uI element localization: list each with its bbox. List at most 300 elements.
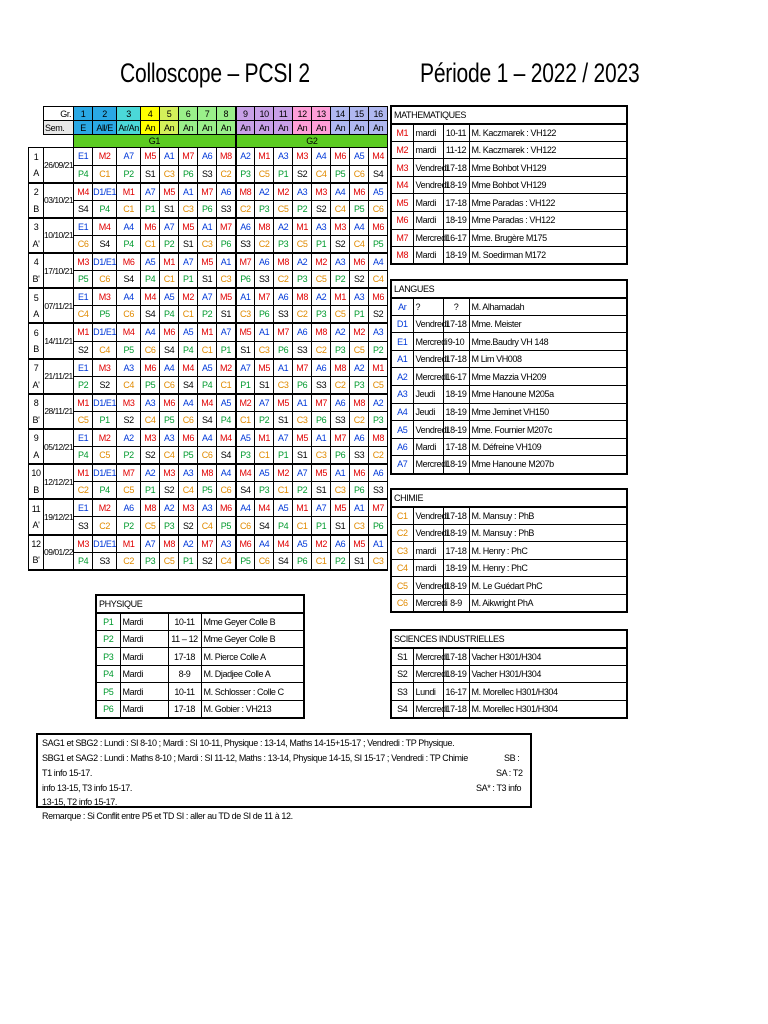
slot-cell: C6 — [179, 411, 198, 429]
slot-time: 18-19 — [443, 212, 469, 230]
slot-cell: P4 — [74, 165, 93, 183]
slot-time: 9-10 — [443, 333, 469, 351]
slot-cell: C2 — [217, 165, 236, 183]
slot-cell: S3 — [198, 165, 217, 183]
slot-code: S3 — [391, 683, 413, 701]
slot-code: M1 — [391, 124, 413, 142]
slot-day: Mercredi — [413, 333, 443, 351]
slot-time: 17-18 — [443, 542, 469, 560]
slot-cell: C1 — [93, 165, 117, 183]
slot-cell: P2 — [293, 482, 312, 500]
slot-cell: P6 — [293, 376, 312, 394]
slot-code: A3 — [391, 386, 413, 404]
slot-cell: A5 — [369, 183, 388, 201]
sem-label: Sem. — [44, 121, 74, 135]
week-row — [29, 429, 388, 447]
group-number-9: 9 — [236, 107, 255, 121]
slot-cell: A6 — [331, 535, 350, 553]
slot-cell: C1 — [117, 200, 141, 218]
chimie-row — [391, 577, 627, 595]
physics-table — [95, 594, 305, 719]
note-line-3-right: SA : T2 — [496, 768, 523, 778]
slot-cell: A7 — [160, 218, 179, 236]
slot-cell: S3 — [93, 552, 117, 570]
week-row — [29, 359, 388, 377]
slot-teacher: M. Pierce Colle A — [201, 648, 304, 666]
slot-cell: S2 — [74, 341, 93, 359]
slot-code: A1 — [391, 350, 413, 368]
slot-cell: C5 — [369, 376, 388, 394]
week-row — [29, 411, 388, 429]
slot-cell: P3 — [331, 341, 350, 359]
group-g1-bar: G1 — [74, 135, 236, 148]
slot-cell: S3 — [331, 411, 350, 429]
slot-cell: C2 — [331, 376, 350, 394]
slot-cell: A6 — [255, 253, 274, 271]
slot-teacher: M. Le Guédart PhC — [469, 577, 627, 595]
slot-day: mardi — [413, 141, 443, 159]
slot-cell: M6 — [331, 148, 350, 166]
slot-cell: A5 — [236, 429, 255, 447]
slot-cell: A3 — [312, 218, 331, 236]
slot-cell: P6 — [350, 482, 369, 500]
slot-cell: A3 — [350, 288, 369, 306]
slot-cell: M3 — [179, 499, 198, 517]
langues-row — [391, 421, 627, 439]
slot-cell: M7 — [236, 253, 255, 271]
note-line-4-right: SA* : T3 info — [476, 783, 522, 793]
slot-cell: M4 — [255, 499, 274, 517]
slot-cell: M3 — [331, 218, 350, 236]
slot-cell: M6 — [217, 499, 236, 517]
group-language-13: An — [312, 121, 331, 135]
slot-cell: M1 — [331, 288, 350, 306]
physique-heading-row — [96, 595, 304, 613]
slot-cell: S4 — [160, 341, 179, 359]
week-date: 28/11/21 — [44, 394, 74, 429]
slot-cell: S3 — [274, 306, 293, 324]
slot-cell: A7 — [217, 323, 236, 341]
slot-cell: M7 — [331, 429, 350, 447]
slot-cell: S4 — [141, 306, 160, 324]
slot-cell: A1 — [255, 323, 274, 341]
slot-cell: A2 — [255, 183, 274, 201]
slot-teacher: M. Soedirman M172 — [469, 247, 627, 265]
slot-cell: C4 — [217, 552, 236, 570]
slot-teacher: Mme Mazzia VH209 — [469, 368, 627, 386]
math-row — [391, 247, 627, 265]
slot-cell: P3 — [255, 200, 274, 218]
slot-cell: P5 — [236, 552, 255, 570]
slot-cell: E1 — [74, 218, 93, 236]
slot-code: M3 — [391, 159, 413, 177]
slot-cell: A7 — [255, 394, 274, 412]
slot-cell: S2 — [179, 517, 198, 535]
slot-cell: A7 — [293, 464, 312, 482]
slot-cell: A6 — [274, 288, 293, 306]
slot-code: A5 — [391, 421, 413, 439]
slot-cell: A4 — [312, 148, 331, 166]
slot-cell: S1 — [350, 552, 369, 570]
slot-cell: C3 — [179, 200, 198, 218]
slot-cell: M6 — [369, 288, 388, 306]
slot-code: C6 — [391, 595, 413, 613]
slot-cell: P6 — [236, 271, 255, 289]
slot-cell: A1 — [236, 288, 255, 306]
slot-time: 11 – 12 — [168, 630, 201, 648]
slot-cell: A2 — [331, 323, 350, 341]
slot-teacher: M. Morellec H301/H304 — [469, 683, 627, 701]
slot-time: 18-19 — [443, 456, 469, 474]
slot-cell: P6 — [312, 411, 331, 429]
slot-cell: M1 — [255, 148, 274, 166]
slot-cell: A4 — [198, 429, 217, 447]
langues-row — [391, 368, 627, 386]
chimie-row — [391, 559, 627, 577]
slot-time: 16-17 — [443, 368, 469, 386]
week-row — [29, 183, 388, 201]
week-date: 07/11/21 — [44, 288, 74, 323]
slot-teacher: M. Alhamadah — [469, 298, 627, 316]
corner-blank-4 — [44, 135, 74, 148]
slot-cell: C5 — [74, 411, 93, 429]
slot-cell: E1 — [74, 499, 93, 517]
slot-code: P1 — [96, 613, 120, 631]
slot-cell: M5 — [198, 253, 217, 271]
slot-teacher: Mme Geyer Colle B — [201, 613, 304, 631]
slot-day: Vendredi — [413, 507, 443, 525]
group-bar-row — [29, 135, 388, 148]
slot-cell: S2 — [369, 306, 388, 324]
week-row — [29, 288, 388, 306]
week-row — [29, 235, 388, 253]
slot-cell: S4 — [255, 517, 274, 535]
week-row — [29, 323, 388, 341]
physique-row — [96, 683, 304, 701]
slot-cell: C6 — [198, 447, 217, 465]
slot-cell: A6 — [369, 464, 388, 482]
group-number-3: 3 — [117, 107, 141, 121]
slot-day: ? — [413, 298, 443, 316]
slot-time: 18-19 — [443, 176, 469, 194]
week-number: 3 — [29, 218, 44, 236]
note-line-5: 13-15, T2 info 15-17. — [42, 797, 117, 807]
group-language-16: An — [369, 121, 388, 135]
slot-cell: M3 — [93, 288, 117, 306]
note-line-1: SAG1 et SBG2 : Lundi : SI 8-10 ; Mardi : SI 10-11, Physique : 13-14, Maths 14-15+15-17 ; Vendredi : TP Physique. — [42, 738, 455, 748]
slot-cell: A3 — [141, 394, 160, 412]
group-number-13: 13 — [312, 107, 331, 121]
note-line-2: SBG1 et SAG2 : Lundi : Maths 8-10 ; Mardi : SI 11-12, Maths : 13-14, Physique 14-15, SI 15-17 ; Vendredi : TP Chimie — [42, 753, 468, 763]
slot-cell: C1 — [160, 271, 179, 289]
group-language-11: An — [274, 121, 293, 135]
slot-cell: P4 — [74, 552, 93, 570]
math-row — [391, 124, 627, 142]
slot-cell: S1 — [312, 482, 331, 500]
slot-day: mardi — [413, 124, 443, 142]
slot-time: 10-11 — [168, 683, 201, 701]
slot-cell: M3 — [74, 253, 93, 271]
slot-cell: M1 — [117, 183, 141, 201]
slot-cell: M7 — [293, 359, 312, 377]
week-alternation: A — [29, 306, 44, 324]
slot-cell: P3 — [236, 447, 255, 465]
group-number-1: 1 — [74, 107, 93, 121]
slot-day: Vendredi — [413, 524, 443, 542]
week-row — [29, 148, 388, 166]
langues-row — [391, 438, 627, 456]
slot-cell: M8 — [141, 499, 160, 517]
slot-cell: P1 — [274, 165, 293, 183]
slot-cell: P5 — [117, 341, 141, 359]
math-row — [391, 212, 627, 230]
slot-cell: A5 — [198, 359, 217, 377]
slot-cell: S2 — [141, 447, 160, 465]
slot-cell: M4 — [198, 394, 217, 412]
gr-label: Gr. — [44, 107, 74, 121]
slot-cell: A2 — [350, 359, 369, 377]
slot-code: C1 — [391, 507, 413, 525]
slot-cell: A4 — [179, 394, 198, 412]
slot-time: 17-18 — [443, 159, 469, 177]
week-row — [29, 552, 388, 570]
slot-code: M8 — [391, 247, 413, 265]
slot-teacher: Mme Paradas : VH122 — [469, 212, 627, 230]
slot-cell: D1/E1 — [93, 253, 117, 271]
slot-cell: M1 — [160, 253, 179, 271]
slot-teacher: Mme Geyer Colle B — [201, 630, 304, 648]
slot-day: Mardi — [413, 438, 443, 456]
week-number: 7 — [29, 359, 44, 377]
slot-cell: P4 — [179, 341, 198, 359]
group-number-4: 4 — [141, 107, 160, 121]
slot-cell: M8 — [331, 359, 350, 377]
slot-cell: S1 — [179, 235, 198, 253]
week-date: 26/09/21 — [44, 148, 74, 183]
slot-cell: C3 — [255, 341, 274, 359]
slot-cell: M2 — [93, 429, 117, 447]
slot-cell: A3 — [117, 359, 141, 377]
slot-cell: M2 — [236, 394, 255, 412]
slot-code: M5 — [391, 194, 413, 212]
slot-cell: M7 — [198, 535, 217, 553]
slot-cell: C6 — [117, 306, 141, 324]
slot-cell: M4 — [117, 323, 141, 341]
math-table — [390, 105, 628, 265]
slot-code: M7 — [391, 229, 413, 247]
slot-cell: A7 — [179, 253, 198, 271]
slot-cell: S2 — [293, 165, 312, 183]
slot-cell: A1 — [350, 499, 369, 517]
slot-teacher: M. Morellec H301/H304 — [469, 700, 627, 718]
slot-code: M4 — [391, 176, 413, 194]
slot-cell: A5 — [274, 499, 293, 517]
week-number: 8 — [29, 394, 44, 412]
slot-cell: C3 — [293, 411, 312, 429]
week-number: 6 — [29, 323, 44, 341]
chimie-heading: CHIMIE — [391, 489, 627, 507]
slot-cell: C6 — [236, 517, 255, 535]
slot-code: A2 — [391, 368, 413, 386]
week-number: 2 — [29, 183, 44, 201]
slot-teacher: M. Djadjee Colle A — [201, 665, 304, 683]
slot-cell: M7 — [198, 183, 217, 201]
langues-row — [391, 386, 627, 404]
group-number-11: 11 — [274, 107, 293, 121]
slot-cell: P2 — [117, 165, 141, 183]
group-language-8: An — [217, 121, 236, 135]
slot-cell: P4 — [217, 411, 236, 429]
langues-row — [391, 350, 627, 368]
slot-cell: P6 — [331, 447, 350, 465]
slot-day: Mardi — [413, 194, 443, 212]
slot-cell: P4 — [198, 376, 217, 394]
slot-cell: P5 — [179, 447, 198, 465]
slot-cell: P3 — [312, 306, 331, 324]
slot-cell: M2 — [312, 535, 331, 553]
slot-cell: C2 — [236, 200, 255, 218]
slot-cell: C3 — [274, 376, 293, 394]
slot-time: 17-18 — [443, 700, 469, 718]
slot-cell: C1 — [141, 235, 160, 253]
slot-cell: M2 — [350, 323, 369, 341]
group-language-9: An — [236, 121, 255, 135]
slot-cell: A6 — [350, 429, 369, 447]
slot-cell: P1 — [274, 447, 293, 465]
group-language-6: An — [179, 121, 198, 135]
slot-cell: A2 — [236, 148, 255, 166]
week-row — [29, 464, 388, 482]
slot-code: C2 — [391, 524, 413, 542]
slot-cell: M3 — [141, 429, 160, 447]
week-date: 21/11/21 — [44, 359, 74, 394]
slot-time: 18-19 — [443, 247, 469, 265]
chemistry-table — [390, 488, 628, 613]
slot-cell: A7 — [198, 288, 217, 306]
slot-cell: C2 — [117, 552, 141, 570]
chimie-heading-row — [391, 489, 627, 507]
slot-cell: M3 — [117, 394, 141, 412]
period-title: Période 1 – 2022 / 2023 — [420, 58, 640, 88]
slot-cell: M1 — [117, 535, 141, 553]
slot-cell: A2 — [274, 218, 293, 236]
slot-teacher: Mme Bohbot VH129 — [469, 176, 627, 194]
week-alternation: A' — [29, 235, 44, 253]
slot-cell: A7 — [274, 429, 293, 447]
slot-cell: S2 — [117, 411, 141, 429]
langues-row — [391, 456, 627, 474]
week-date: 19/12/21 — [44, 499, 74, 534]
slot-cell: M5 — [160, 183, 179, 201]
slot-cell: S3 — [74, 517, 93, 535]
note-line-4: info 13-15, T3 info 15-17. — [42, 783, 133, 793]
slot-day: Mercredi — [413, 229, 443, 247]
slot-cell: A5 — [160, 288, 179, 306]
slot-cell: A4 — [217, 464, 236, 482]
slot-cell: P3 — [160, 517, 179, 535]
slot-cell: E1 — [74, 148, 93, 166]
slot-cell: C6 — [141, 341, 160, 359]
slot-cell: A3 — [369, 323, 388, 341]
slot-cell: M7 — [255, 288, 274, 306]
slot-cell: A4 — [117, 218, 141, 236]
group-number-10: 10 — [255, 107, 274, 121]
week-alternation: A' — [29, 517, 44, 535]
slot-cell: P5 — [331, 165, 350, 183]
slot-cell: M8 — [236, 183, 255, 201]
slot-cell: C4 — [350, 235, 369, 253]
slot-cell: A6 — [293, 323, 312, 341]
slot-cell: C2 — [350, 411, 369, 429]
slot-cell: A6 — [117, 499, 141, 517]
group-language-4: An — [141, 121, 160, 135]
slot-code: M2 — [391, 141, 413, 159]
group-number-15: 15 — [350, 107, 369, 121]
slot-cell: M6 — [117, 253, 141, 271]
slot-cell: C3 — [331, 482, 350, 500]
slot-cell: A1 — [331, 464, 350, 482]
slot-cell: A3 — [179, 464, 198, 482]
slot-cell: A1 — [179, 183, 198, 201]
slot-cell: C2 — [93, 517, 117, 535]
slot-cell: C1 — [217, 376, 236, 394]
slot-cell: C1 — [236, 411, 255, 429]
group-language-7: An — [198, 121, 217, 135]
week-date: 05/12/21 — [44, 429, 74, 464]
slot-cell: C6 — [350, 165, 369, 183]
slot-cell: C3 — [369, 552, 388, 570]
slot-cell: S1 — [217, 306, 236, 324]
group-language-10: An — [255, 121, 274, 135]
slot-cell: P5 — [350, 200, 369, 218]
slot-cell: M8 — [255, 218, 274, 236]
slot-cell: C6 — [255, 552, 274, 570]
slot-cell: P1 — [312, 235, 331, 253]
slot-day: Vendredi — [413, 315, 443, 333]
slot-time: 18-19 — [443, 665, 469, 683]
slot-cell: S3 — [369, 482, 388, 500]
slot-teacher: Vacher H301/H304 — [469, 665, 627, 683]
slot-time: 8-9 — [168, 665, 201, 683]
group-language-2: All/E — [93, 121, 117, 135]
slot-cell: A6 — [217, 183, 236, 201]
slot-cell: S1 — [141, 165, 160, 183]
slot-teacher: M. Schlosser : Colle C — [201, 683, 304, 701]
slot-cell: C6 — [93, 271, 117, 289]
slot-cell: A4 — [160, 359, 179, 377]
slot-code: M6 — [391, 212, 413, 230]
group-language-1: E — [74, 121, 93, 135]
slot-time: 18-19 — [443, 421, 469, 439]
slot-teacher: M Lim VH008 — [469, 350, 627, 368]
slot-cell: S1 — [198, 271, 217, 289]
slot-cell: S2 — [93, 376, 117, 394]
slot-cell: P2 — [74, 376, 93, 394]
langues-row — [391, 333, 627, 351]
slot-cell: M2 — [274, 464, 293, 482]
slot-teacher: M. Mansuy : PhB — [469, 507, 627, 525]
slot-cell: A4 — [331, 183, 350, 201]
si-row — [391, 683, 627, 701]
slot-code: A4 — [391, 403, 413, 421]
slot-time: 16-17 — [443, 683, 469, 701]
slot-teacher: Mme. Meister — [469, 315, 627, 333]
slot-cell: P5 — [74, 271, 93, 289]
slot-cell: C5 — [293, 235, 312, 253]
slot-teacher: M. Henry : PhC — [469, 559, 627, 577]
chimie-row — [391, 595, 627, 613]
slot-cell: M3 — [293, 148, 312, 166]
